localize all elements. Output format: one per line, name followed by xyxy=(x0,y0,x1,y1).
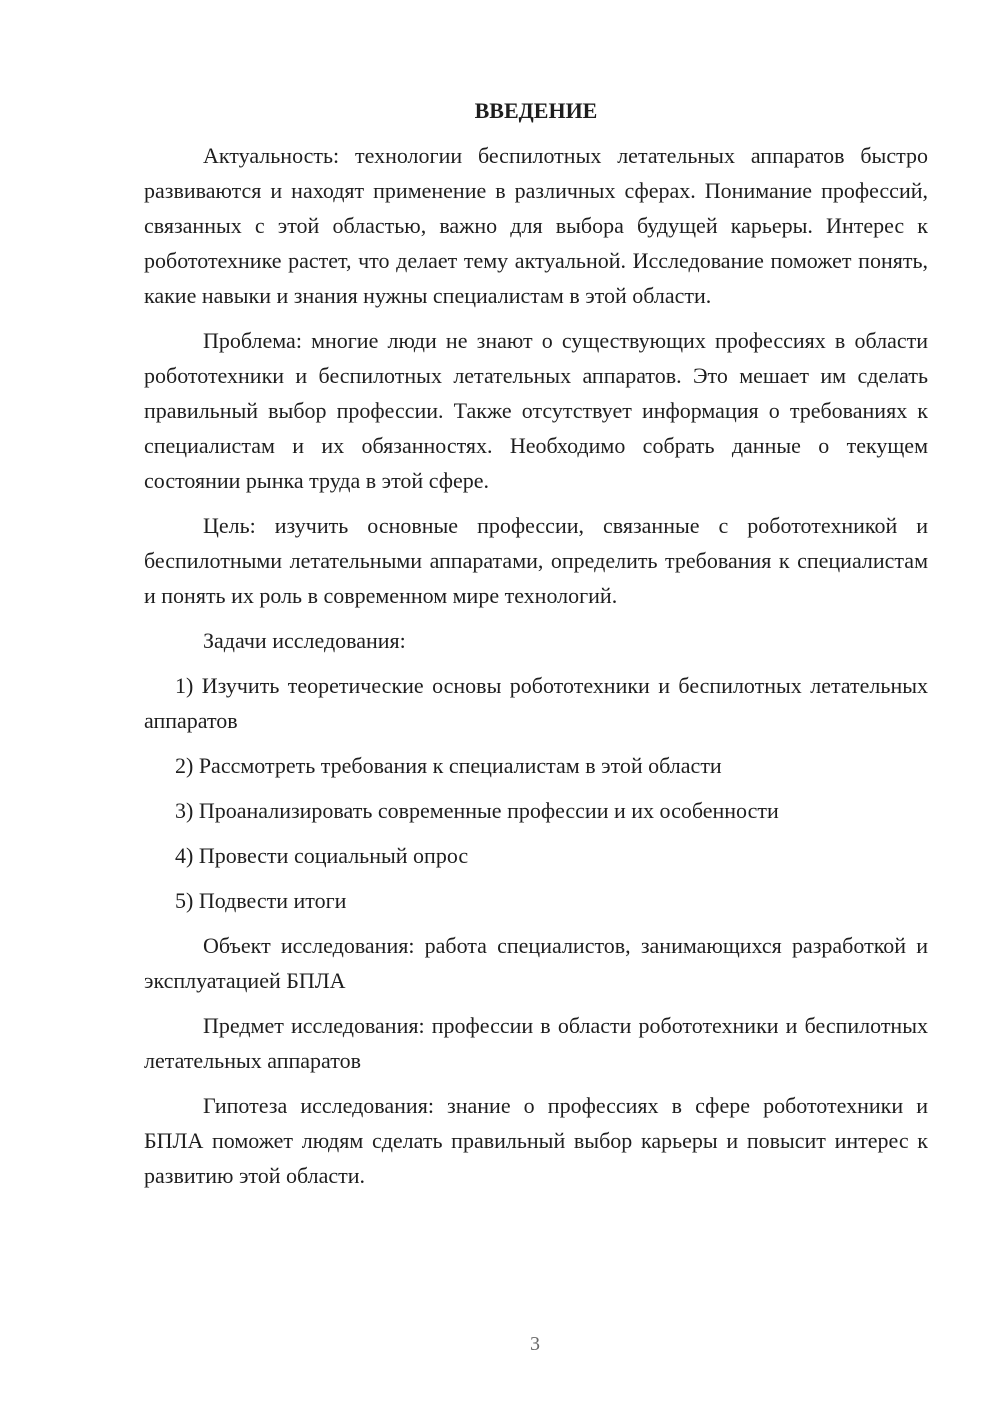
task-item-5: 5) Подвести итоги xyxy=(175,888,347,913)
document-body xyxy=(144,95,928,1203)
task-item-1: 1) Изучить теоретические основы робототехники и беспилотных летательных аппаратов xyxy=(144,673,928,733)
task-item-4: 4) Провести социальный опрос xyxy=(175,843,469,868)
task-item-3: 3) Проанализировать современные профессии и их особенности xyxy=(175,798,779,823)
task-item-2: 2) Рассмотреть требования к специалистам в этой области xyxy=(175,753,722,778)
problem-paragraph: Проблема: многие люди не знают о существующих профессиях в области робототехники и беспилотных летательных аппаратов. Это мешает им сделать правильный выбор профессии. Также отсутствует информация о требованиях к специалистам и их обязанностях. Необходимо собрать данные о текущем состоянии рынка труда в этой сфере. xyxy=(144,328,928,493)
hypothesis-paragraph: Гипотеза исследования: знание о профессиях в сфере робототехники и БПЛА поможет людям сделать правильный выбор карьеры и повысит интерес к развитию этой области. xyxy=(144,1093,928,1188)
goal-paragraph: Цель: изучить основные профессии, связанные с робототехникой и беспилотными летательными аппаратами, определить требования к специалистам и понять их роль в современном мире технологий. xyxy=(144,513,928,608)
tasks-heading: Задачи исследования: xyxy=(203,628,406,653)
relevance-paragraph: Актуальность: технологии беспилотных летательных аппаратов быстро развиваются и находят применение в различных сферах. Понимание профессий, связанных с этой областью, важно для выбора будущей карьеры. Интерес к робототехнике растет, что делает тему актуальной. Исследование поможет понять, какие навыки и знания нужны специалистам в этой области. xyxy=(144,143,928,308)
object-paragraph: Объект исследования: работа специалистов, занимающихся разработкой и эксплуатацией БПЛА xyxy=(144,933,928,993)
page-number: 3 xyxy=(530,1333,540,1355)
page-title: ВВЕДЕНИЕ xyxy=(474,98,598,123)
subject-paragraph: Предмет исследования: профессии в области робототехники и беспилотных летательных аппаратов xyxy=(144,1013,928,1073)
